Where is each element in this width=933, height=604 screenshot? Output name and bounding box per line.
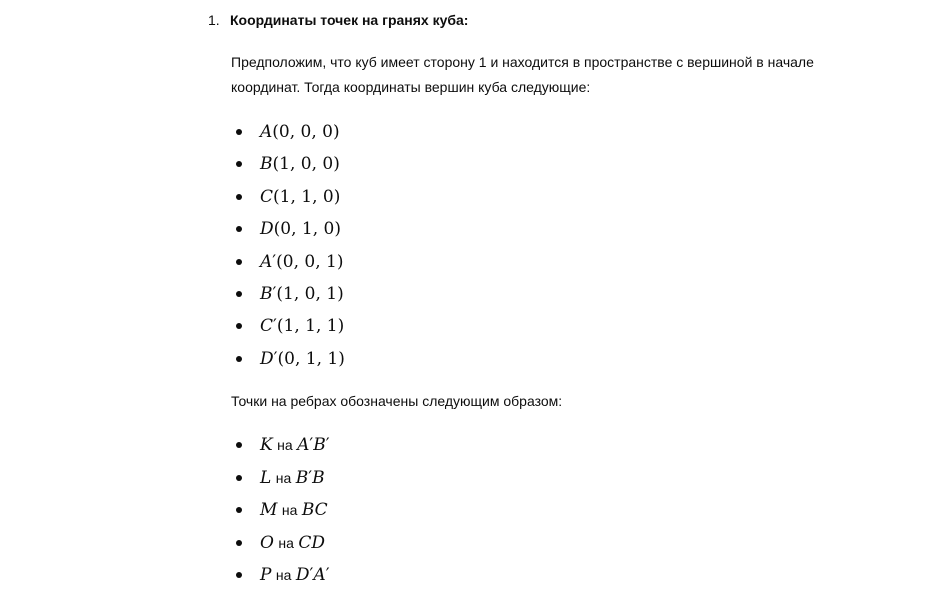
edge-point-item: M на BC xyxy=(231,494,330,527)
bullet-icon xyxy=(236,226,242,232)
vertex-item: C′(1, 1, 1) xyxy=(231,310,345,342)
section-heading xyxy=(208,10,468,30)
vertex-item: A′(0, 0, 1) xyxy=(231,246,345,278)
bullet-icon xyxy=(236,540,242,546)
edge-point-item: L на B′B xyxy=(231,462,330,495)
bullet-icon xyxy=(236,259,242,265)
edge-point-item: K на A′B′ xyxy=(231,429,330,462)
bullet-icon xyxy=(236,161,242,167)
section-number: 1. xyxy=(208,12,220,28)
bullet-icon xyxy=(236,194,242,200)
bullet-icon xyxy=(236,442,242,448)
vertex-item: B′(1, 0, 1) xyxy=(231,278,345,310)
vertex-item: A(0, 0, 0) xyxy=(231,116,345,148)
bullet-icon xyxy=(236,572,242,578)
vertex-item: D′(0, 1, 1) xyxy=(231,343,345,375)
bullet-icon xyxy=(236,356,242,362)
bullet-icon xyxy=(236,129,242,135)
edge-point-item: P на D′A′ xyxy=(231,559,330,592)
vertex-item: C(1, 1, 0) xyxy=(231,181,345,213)
bullet-icon xyxy=(236,475,242,481)
vertex-item: B(1, 0, 0) xyxy=(231,148,345,180)
vertex-list xyxy=(231,116,345,375)
intro-paragraph: Предположим, что куб имеет сторону 1 и находится в пространстве с вершиной в начале координат. Тогда координаты вершин куба следующие: xyxy=(231,54,814,95)
bullet-icon xyxy=(236,507,242,513)
edges-intro-paragraph: Точки на ребрах обозначены следующим образом: xyxy=(231,393,563,409)
bullet-icon xyxy=(236,291,242,297)
vertex-item: D(0, 1, 0) xyxy=(231,213,345,245)
bullet-icon xyxy=(236,323,242,329)
edge-point-list xyxy=(231,429,330,592)
section-title: Координаты точек на гранях куба: xyxy=(230,12,469,28)
edge-point-item: O на CD xyxy=(231,527,330,560)
